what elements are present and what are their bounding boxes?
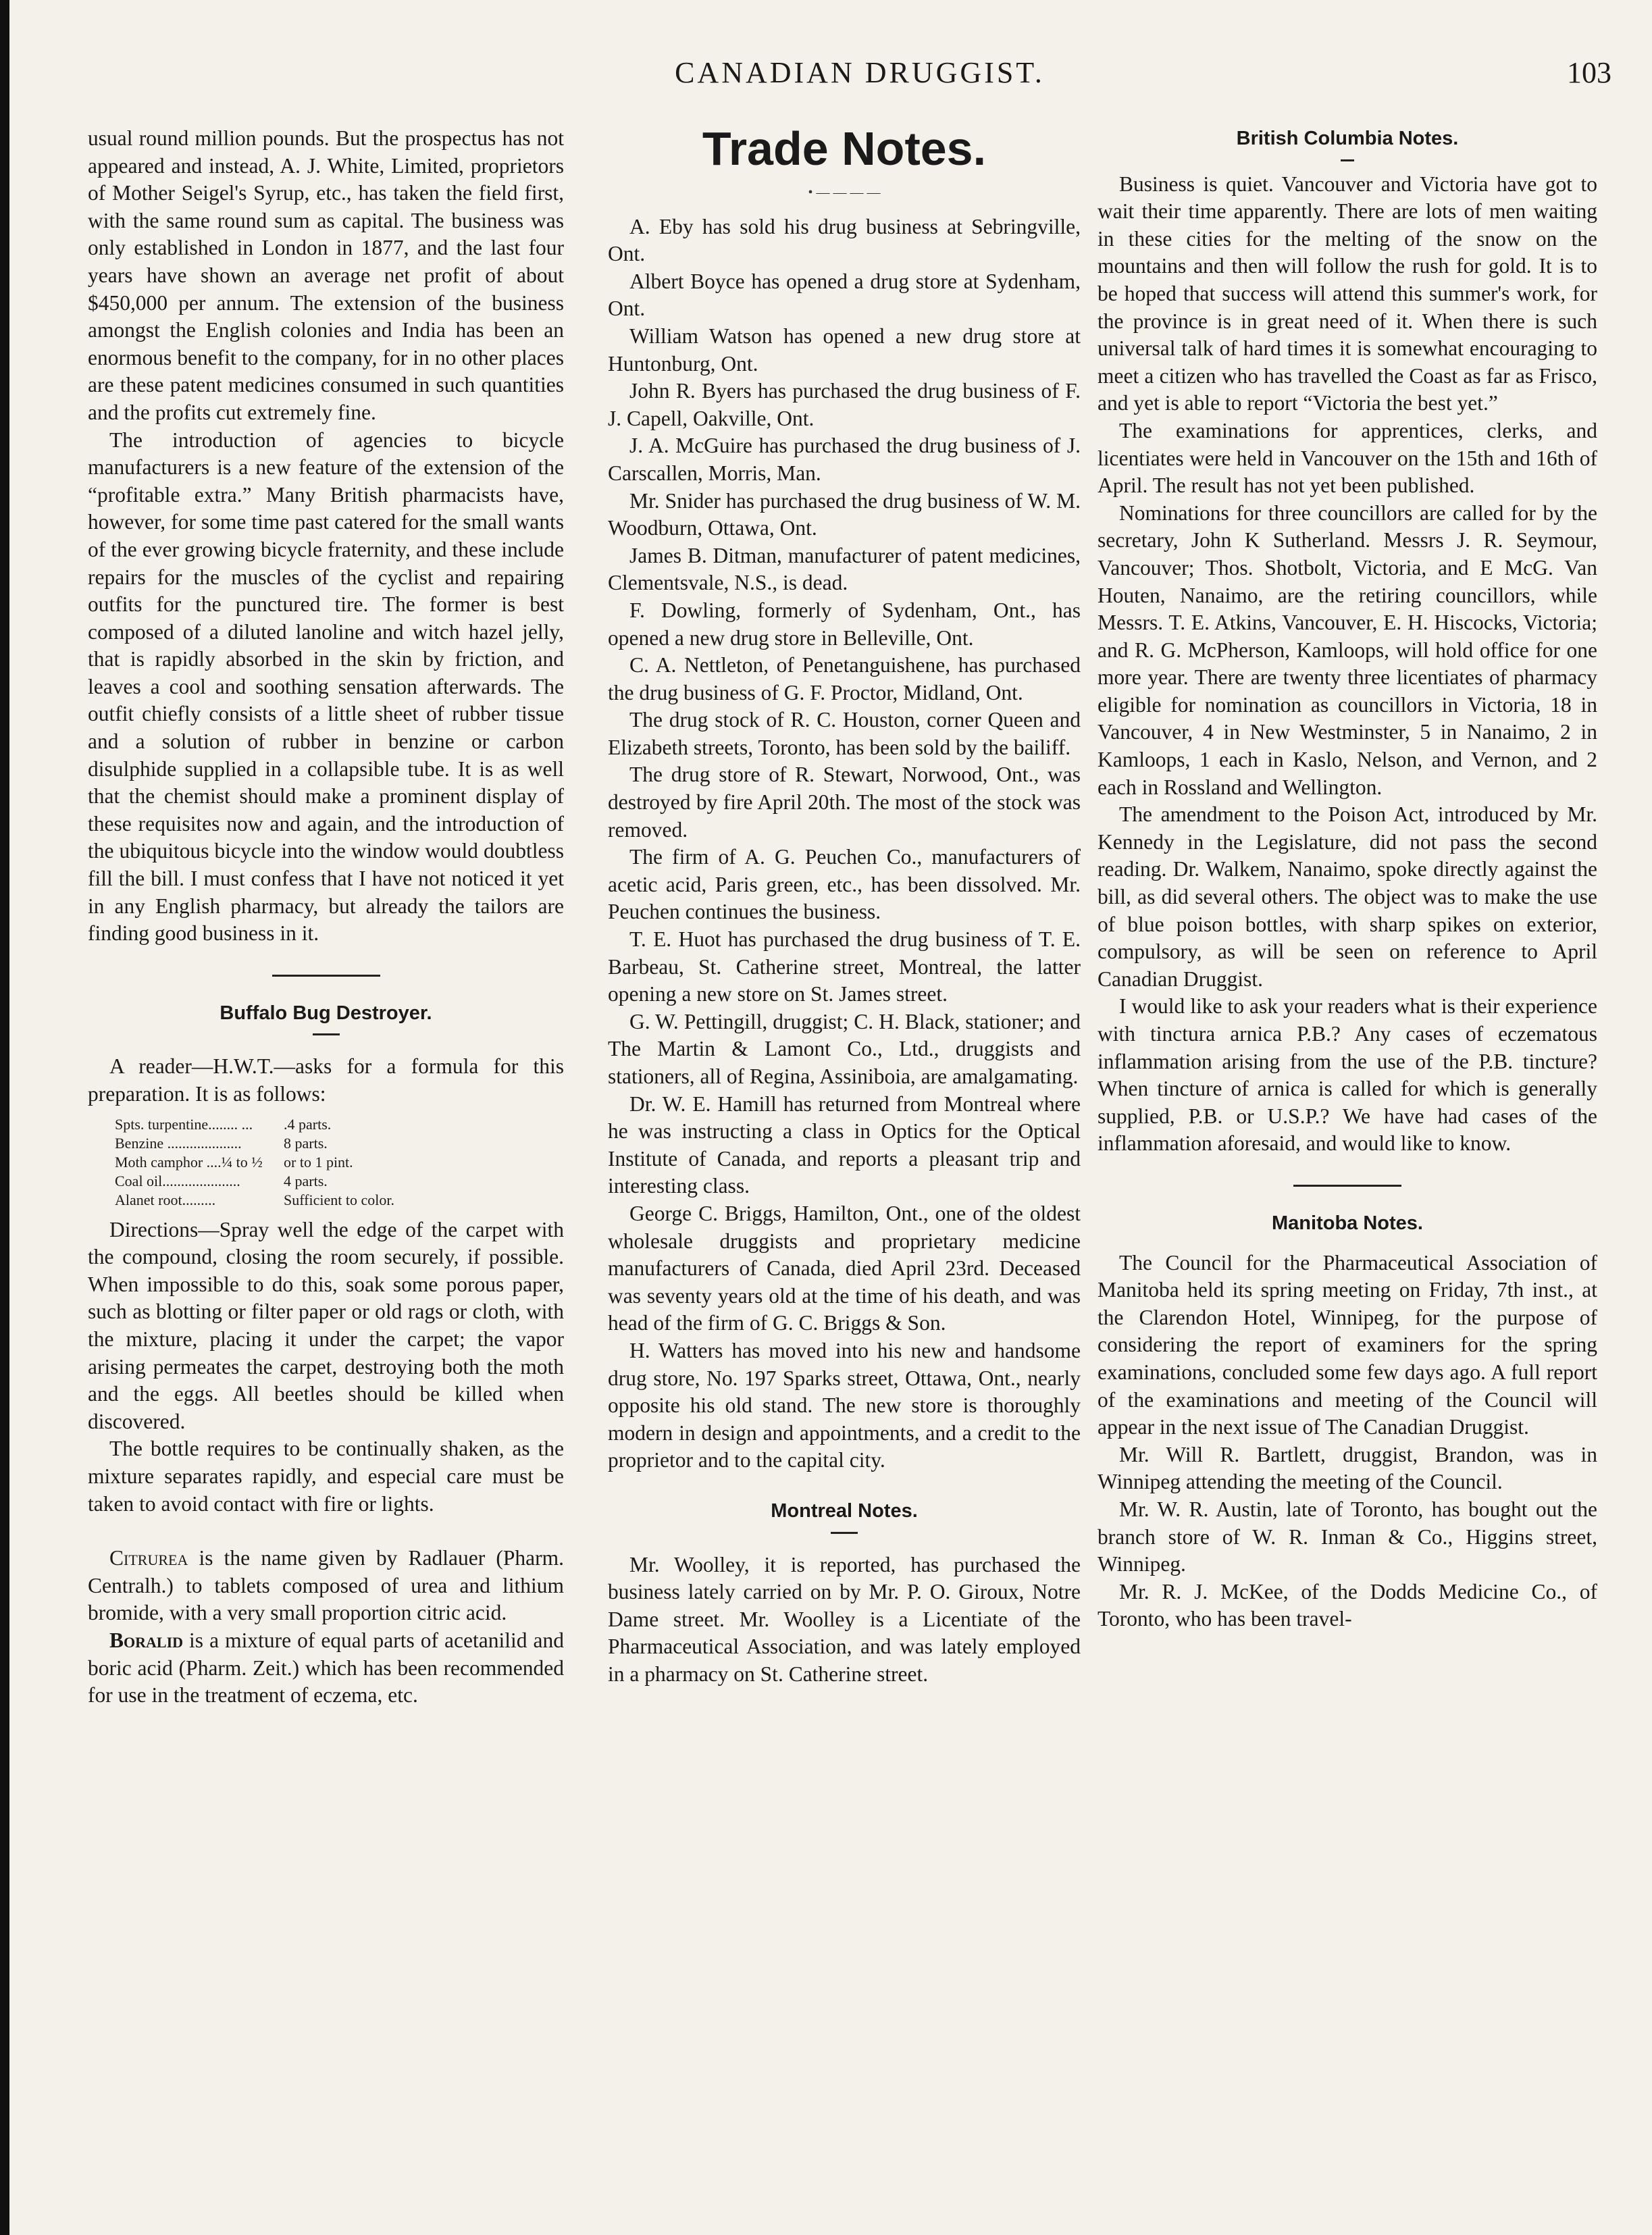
paragraph: The amendment to the Poison Act, introduced by Mr. Kennedy in the Legislature, did not pass the second reading. Dr. Walkem, Nanaimo, spoke directly against the bill, as did several others. The object was to make the use of blue poison bottles, with sharp spikes on exterior, compulsory, as will be seen on reference to April Canadian Druggist. — [1098, 802, 1597, 991]
section-rule — [1293, 1185, 1401, 1187]
section-heading-trade-notes: Trade Notes. — [702, 122, 987, 175]
quantity: or to 1 pint. — [284, 1153, 353, 1171]
section-heading-montreal: Montreal Notes. — [771, 1499, 918, 1522]
recipe-line — [115, 1153, 564, 1172]
section-heading-manitoba: Manitoba Notes. — [1272, 1212, 1423, 1234]
trade-note: Dr. W. E. Hamill has returned from Montreal where he was instructing a class in Optics for the Optical Institute of Canada, and reports a pleasant trip and interesting class. — [608, 1091, 1081, 1198]
paragraph: Mr. Woolley, it is reported, has purchased the business lately carried on by Mr. P. O. Giroux, Notre Dame street. Mr. Woolley is a Licentiate of the Pharmaceutical Association, and was lately employed in a pharmacy on St. Catherine street. — [608, 1552, 1081, 1686]
paragraph: usual round million pounds. But the prospectus has not appeared and instead, A. J. White, Limited, proprietors of Mother Seigel's Syrup, etc., has taken the field first, with the same round sum as capital. The business was only established in London in 1877, and the last four years have shown an average net profit of about $450,000 per annum. The extension of the business amongst the English colonies and India has been an enormous benefit to the company, for in no other places are these patent medicines consumed in such quantities and the profits cut extremely fine. — [88, 126, 564, 424]
trade-note: Mr. Snider has purchased the drug business of W. M. Woodburn, Ottawa, Ont. — [608, 488, 1081, 540]
paragraph: Business is quiet. Vancouver and Victoria have got to wait their time apparently. There are lots of men waiting in these cities for the melting of the snow on the mountains and then will follow the rush for gold. It is to be hoped that success will attend this summer's work, for the province is in great need of it. When there is such universal talk of hard times it is somewhat encouraging to meet a citizen who has travelled the Coast as far as Frisco, and yet is able to report “Victoria the best yet.” — [1098, 172, 1597, 415]
section-rule — [272, 975, 380, 977]
ingredient: Spts. turpentine........ ... — [115, 1115, 253, 1133]
trade-note: James B. Ditman, manufacturer of patent medicines, Clementsvale, N.S., is dead. — [608, 543, 1081, 595]
page-number: 103 — [1567, 56, 1611, 89]
term-boralid: Boralid — [109, 1628, 184, 1652]
paragraph: I would like to ask your readers what is their experience with tinctura arnica P.B.? Any cases of eczematous inflammation arising from the use of the P.B. tincture? When tincture of arnica is called for which is generally supplied, P.B. or U.S.P.? We have had cases of the inflammation aforesaid, and would like to know. — [1098, 994, 1597, 1156]
paragraph-citrurea — [88, 1545, 564, 1627]
trade-note: A. Eby has sold his drug business at Sebringville, Ont. — [608, 214, 1081, 266]
trade-note: George C. Briggs, Hamilton, Ont., one of the oldest wholesale druggists and proprietary medicine manufacturers of Canada, died April 23rd. Deceased was seventy years old at the time of his death, and was head of the firm of G. C. Briggs & Son. — [608, 1201, 1081, 1335]
running-title: CANADIAN DRUGGIST. — [675, 56, 1045, 89]
ingredient: Alanet root......... — [115, 1191, 216, 1208]
quantity: Sufficient to color. — [284, 1191, 394, 1208]
trade-note: William Watson has opened a new drug store at Huntonburg, Ont. — [608, 324, 1081, 376]
heading-dash — [831, 1532, 858, 1534]
paragraph: Mr. Will R. Bartlett, druggist, Brandon, was in Winnipeg attending the meeting of the Council. — [1098, 1442, 1597, 1494]
page-header — [108, 55, 1611, 103]
heading-dash — [313, 1033, 340, 1035]
recipe-line — [115, 1172, 564, 1191]
paragraph: The Council for the Pharmaceutical Association of Manitoba held its spring meeting on Friday, 7th inst., at the Clarendon Hotel, Winnipeg, for the purpose of considering the report of examiners for the spring examinations, concluded some few days ago. A full report of the examinations and meeting of the Council will appear in the next issue of The Canadian Druggist. — [1098, 1250, 1597, 1439]
paragraph: The examinations for apprentices, clerks, and licentiates were held in Vancouver on the 15th and 16th of April. The result has not yet been published. — [1098, 418, 1597, 498]
paragraph: Mr. R. J. McKee, of the Dodds Medicine Co., of Toronto, who has been travel- — [1098, 1579, 1597, 1631]
recipe-line — [115, 1134, 564, 1153]
recipe-list — [115, 1115, 564, 1210]
trade-note: F. Dowling, formerly of Sydenham, Ont., has opened a new drug store in Belleville, Ont. — [608, 598, 1081, 650]
recipe-line — [115, 1191, 564, 1210]
column-3 — [1098, 125, 1597, 1633]
quantity: 4 parts. — [284, 1172, 328, 1189]
trade-note: C. A. Nettleton, of Penetanguishene, has purchased the drug business of G. F. Proctor, Midland, Ont. — [608, 653, 1081, 704]
recipe-line — [115, 1115, 564, 1134]
paragraph: Nominations for three councillors are called for by the secretary, John K Sutherland. Messrs J. R. Seymour, Vancouver; Thos. Shotbolt, Victoria, and E McG. Van Houten, Nanaimo, are the retiring councillors, while Messrs. T. E. Atkins, Vancouver, E. H. Hiscocks, Victoria; and R. G. McPherson, Kamloops, will hold office for one more year. There are twenty three licentiates of pharmacy eligible for nomination as councillors in Victoria, 18 in Vancouver, 4 in New Westminster, 5 in Nanaimo, 2 in Kamloops, 1 each in Kaslo, Nelson, and Vernon, and 2 each in Rossland and Wellington. — [1098, 500, 1597, 799]
citrurea-text: is the name given by Radlauer (Pharm. Centralh.) to tablets composed of urea and lithium bromide, with a very small proportion citric acid. — [88, 1546, 564, 1625]
page-binding-edge — [0, 0, 9, 2235]
paragraph: The introduction of agencies to bicycle manufacturers is a new feature of the extension of the “profitable extra.” Many British pharmacists have, however, for some time past catered for the small wants of the ever growing bicycle fraternity, and these include repairs for the muscles of the cyclist and repairing outfits for the punctured tire. The former is best composed of a diluted lanoline and witch hazel jelly, that is rapidly absorbed in the skin by friction, and leaves a cool and soothing sensation afterwards. The outfit chiefly consists of a little sheet of rubber tissue and a solution of rubber in benzine or carbon disulphide supplied in a collapsible tube. It is as well that the chemist should make a prominent display of these requisites now and again, and the introduction of the ubiquitous bicycle into the window would doubtless fill the bill. I must confess that I have not noticed it yet in any English pharmacy, but already the tailors are finding good business in it. — [88, 428, 564, 946]
heading-dash — [1341, 159, 1354, 161]
trade-note: T. E. Huot has purchased the drug business of T. E. Barbeau, St. Catherine street, Montreal, the latter opening a new store on St. James street. — [608, 927, 1081, 1006]
ingredient: Benzine .................... — [115, 1134, 242, 1152]
quantity: 8 parts. — [284, 1134, 328, 1152]
trade-notes-list — [608, 213, 1081, 1474]
paragraph: A reader—H.W.T.—asks for a formula for this preparation. It is as follows: — [88, 1054, 564, 1106]
trade-note: G. W. Pettingill, druggist; C. H. Black, stationer; and The Martin & Lamont Co., Ltd., druggists and stationers, all of Regina, Assiniboia, are amalgamating. — [608, 1009, 1081, 1088]
trade-note: J. A. McGuire has purchased the drug business of J. Carscallen, Morris, Man. — [608, 434, 1081, 485]
ingredient: Moth camphor ....¼ to ½ — [115, 1153, 263, 1171]
boralid-text: is a mixture of equal parts of acetanilid and boric acid (Pharm. Zeit.) which has been recommended for use in the treatment of eczema, etc. — [88, 1628, 564, 1707]
paragraph: The bottle requires to be continually shaken, as the mixture separates rapidly, and especial care must be taken to avoid contact with fire or lights. — [88, 1437, 564, 1516]
trade-note: H. Watters has moved into his new and handsome drug store, No. 197 Sparks street, Ottawa, Ont., nearly opposite his old stand. The new store is thoroughly modern in design and appointments, and a credit to the proprietor and to the capital city. — [608, 1338, 1081, 1472]
paragraph-boralid — [88, 1627, 564, 1710]
section-heading-bc: British Columbia Notes. — [1236, 128, 1459, 149]
column-1 — [88, 125, 564, 1710]
trade-note: Albert Boyce has opened a drug store at Sydenham, Ont. — [608, 269, 1081, 321]
ornament-dash: • — — — — — [808, 185, 881, 200]
section-heading-buffalo: Buffalo Bug Destroyer. — [220, 1002, 432, 1024]
ingredient: Coal oil..................... — [115, 1172, 240, 1189]
paragraph: Mr. W. R. Austin, late of Toronto, has bought out the branch store of W. R. Inman & Co., Higgins street, Winnipeg. — [1098, 1497, 1597, 1576]
trade-note: The drug store of R. Stewart, Norwood, Ont., was destroyed by fire April 20th. The most of the stock was removed. — [608, 763, 1081, 842]
column-2 — [608, 122, 1081, 1688]
trade-note: The drug stock of R. C. Houston, corner Queen and Elizabeth streets, Toronto, has been sold by the bailiff. — [608, 708, 1081, 759]
quantity: .4 parts. — [284, 1115, 332, 1133]
term-citrurea: Citrurea — [109, 1546, 188, 1570]
trade-note: John R. Byers has purchased the drug business of F. J. Capell, Oakville, Ont. — [608, 379, 1081, 430]
paragraph: Directions—Spray well the edge of the carpet with the compound, closing the room securely, if possible. When impossible to do this, soak some porous paper, such as blotting or filter paper or old rags or cloth, with the mixture, placing it under the carpet; the vapor arising permeates the carpet, destroying both the moth and the eggs. All beetles should be killed when discovered. — [88, 1217, 564, 1433]
trade-note: The firm of A. G. Peuchen Co., manufacturers of acetic acid, Paris green, etc., has been dissolved. Mr. Peuchen continues the business. — [608, 845, 1081, 924]
